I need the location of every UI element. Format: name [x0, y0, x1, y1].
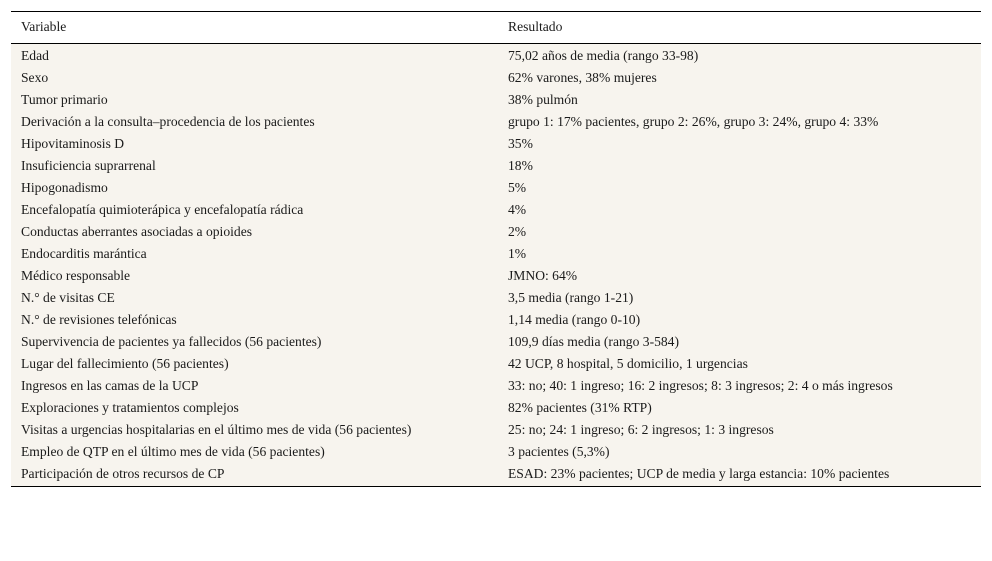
table-row: [11, 331, 981, 353]
cell-variable: Endocarditis marántica: [21, 246, 147, 261]
table-row: [11, 463, 981, 486]
table-row: [11, 133, 981, 155]
results-table-container: [11, 11, 981, 487]
cell-resultado: 25: no; 24: 1 ingreso; 6: 2 ingresos; 1: 3 ingresos: [508, 422, 774, 437]
table-row: [11, 397, 981, 419]
table-row: [11, 287, 981, 309]
table-row: [11, 375, 981, 397]
cell-variable: Lugar del fallecimiento (56 pacientes): [21, 356, 229, 371]
cell-variable: Tumor primario: [21, 92, 108, 107]
table-row: [11, 44, 981, 68]
cell-variable: Exploraciones y tratamientos complejos: [21, 400, 239, 415]
cell-variable: Hipogonadismo: [21, 180, 108, 195]
results-table: [11, 11, 981, 486]
table-row: [11, 177, 981, 199]
table-header-row: [11, 12, 981, 44]
cell-resultado: 2%: [508, 224, 527, 239]
table-row: [11, 67, 981, 89]
cell-resultado: 18%: [508, 158, 533, 173]
table-row: [11, 441, 981, 463]
cell-variable: Edad: [21, 48, 49, 63]
table-row: [11, 353, 981, 375]
cell-variable: Derivación a la consulta–procedencia de los pacientes: [21, 114, 315, 129]
table-body: [11, 44, 981, 487]
cell-resultado: 5%: [508, 180, 527, 195]
table-row: [11, 265, 981, 287]
table-row: [11, 155, 981, 177]
cell-variable: N.° de revisiones telefónicas: [21, 312, 177, 327]
cell-resultado: JMNO: 64%: [508, 268, 578, 283]
cell-resultado: 33: no; 40: 1 ingreso; 16: 2 ingresos; 8: 3 ingresos; 2: 4 o más ingresos: [508, 378, 893, 393]
cell-resultado: 109,9 días media (rango 3-584): [508, 334, 680, 349]
cell-variable: Hipovitaminosis D: [21, 136, 125, 151]
table-row: [11, 199, 981, 221]
table-row: [11, 309, 981, 331]
cell-resultado: 3,5 media (rango 1-21): [508, 290, 634, 305]
cell-resultado: 75,02 años de media (rango 33-98): [508, 48, 699, 63]
cell-variable: N.° de visitas CE: [21, 290, 115, 305]
cell-resultado: 38% pulmón: [508, 92, 578, 107]
table-bottom-rule: [11, 486, 981, 487]
cell-resultado: ESAD: 23% pacientes; UCP de media y larga estancia: 10% pacientes: [508, 466, 890, 481]
table-row: [11, 221, 981, 243]
cell-variable: Participación de otros recursos de CP: [21, 466, 225, 481]
header-resultado: Resultado: [498, 12, 981, 44]
cell-variable: Conductas aberrantes asociadas a opioides: [21, 224, 253, 239]
cell-resultado: 42 UCP, 8 hospital, 5 domicilio, 1 urgencias: [508, 356, 748, 371]
cell-variable: Ingresos en las camas de la UCP: [21, 378, 199, 393]
cell-resultado: grupo 1: 17% pacientes, grupo 2: 26%, grupo 3: 24%, grupo 4: 33%: [508, 114, 879, 129]
cell-resultado: 1%: [508, 246, 527, 261]
cell-variable: Insuficiencia suprarrenal: [21, 158, 156, 173]
cell-resultado: 1,14 media (rango 0-10): [508, 312, 641, 327]
cell-resultado: 3 pacientes (5,3%): [508, 444, 610, 459]
table-row: [11, 89, 981, 111]
header-variable: Variable: [11, 12, 498, 44]
cell-resultado: 4%: [508, 202, 527, 217]
cell-variable: Sexo: [21, 70, 49, 85]
table-row: [11, 243, 981, 265]
cell-resultado: 35%: [508, 136, 533, 151]
cell-resultado: 62% varones, 38% mujeres: [508, 70, 657, 85]
cell-variable: Encefalopatía quimioterápica y encefalopatía rádica: [21, 202, 304, 217]
table-row: [11, 419, 981, 441]
cell-variable: Visitas a urgencias hospitalarias en el último mes de vida (56 pacientes): [21, 422, 412, 437]
cell-variable: Médico responsable: [21, 268, 131, 283]
table-row: [11, 111, 981, 133]
cell-variable: Supervivencia de pacientes ya fallecidos (56 pacientes): [21, 334, 322, 349]
cell-variable: Empleo de QTP en el último mes de vida (56 pacientes): [21, 444, 325, 459]
cell-resultado: 82% pacientes (31% RTP): [508, 400, 652, 415]
